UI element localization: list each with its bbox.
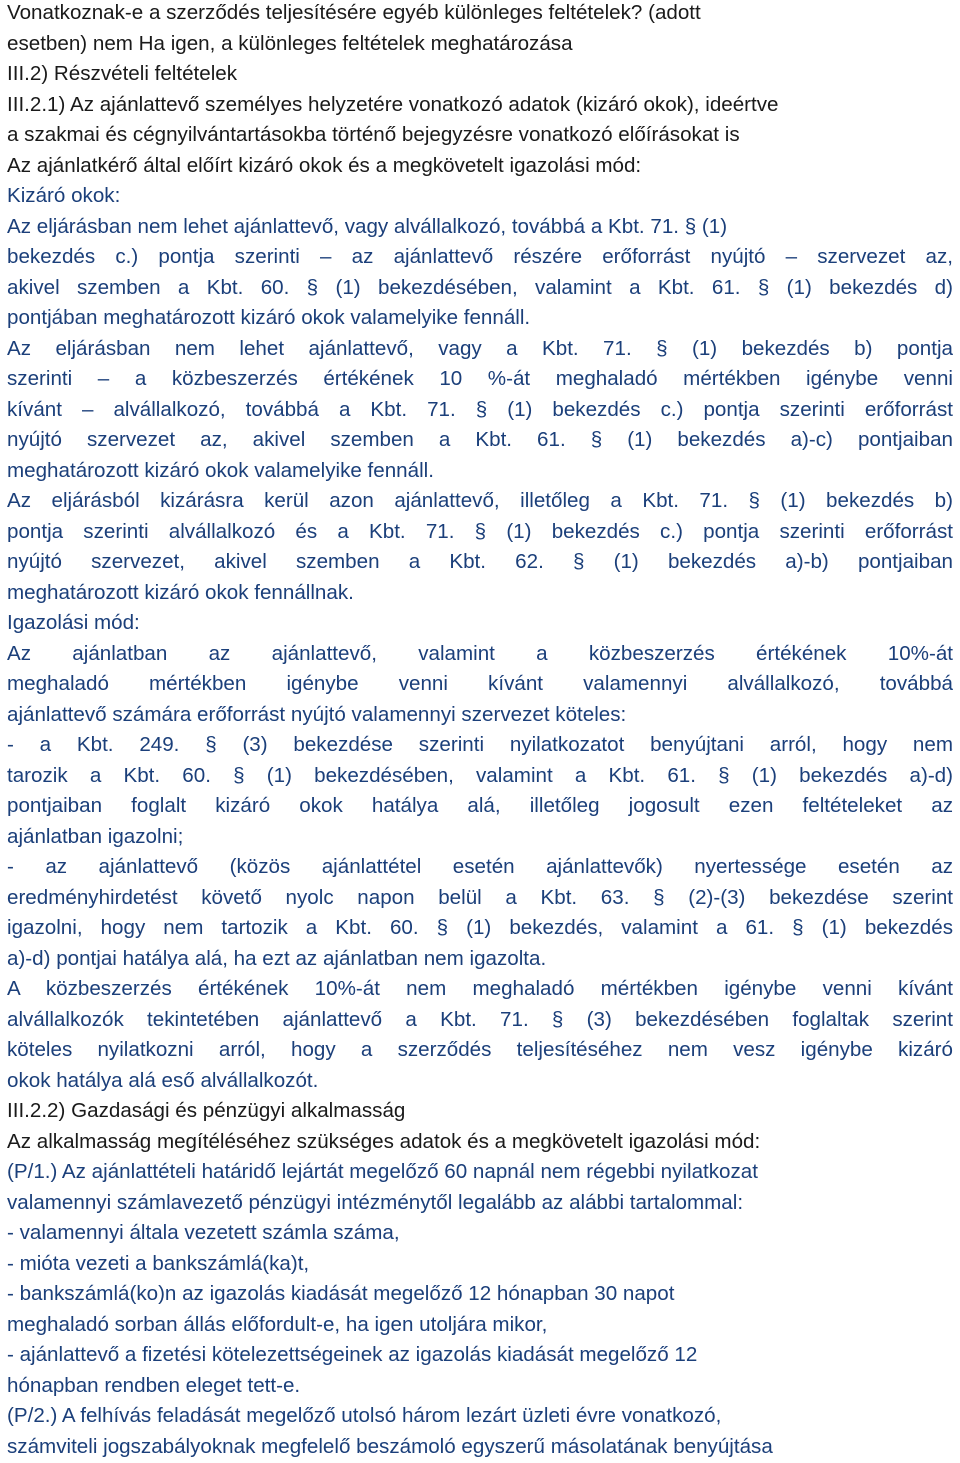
doc-line: A közbeszerzés értékének 10%-át nem meghaladó mértékben igénybe venni kívánt bbox=[7, 977, 953, 1000]
section-heading: III.2.2) Gazdasági és pénzügyi alkalmasság bbox=[7, 1099, 406, 1122]
doc-line: tarozik a Kbt. 60. § (1) bekezdésében, valamint a Kbt. 61. § (1) bekezdés a)-d) bbox=[7, 763, 953, 787]
doc-line: szerinti – a közbeszerzés értékének 10 %-át meghaladó mértékben igénybe venni bbox=[7, 367, 953, 390]
doc-line: Az eljárásban nem lehet ajánlattevő, vagy alvállalkozó, továbbá a Kbt. 71. § (1) bbox=[7, 214, 728, 238]
doc-line: bekezdés c.) pontja szerinti – az ajánlattevő részére erőforrást nyújtó – szervezet az, bbox=[7, 245, 953, 268]
doc-line: Vonatkoznak-e a szerződés teljesítésére egyéb különleges feltételek? (adott bbox=[7, 1, 701, 24]
doc-line: - bankszámlá(ko)n az igazolás kiadását megelőző 12 hónapban 30 napot bbox=[7, 1282, 675, 1305]
document-page bbox=[7, 0, 953, 1462]
doc-line: okok hatálya alá eső alvállalkozót. bbox=[7, 1068, 319, 1092]
section-heading: III.2.1) Az ajánlattevő személyes helyzetére vonatkozó adatok (kizáró okok), ideértve bbox=[7, 92, 779, 116]
doc-line: Az eljárásban nem lehet ajánlattevő, vagy a Kbt. 71. § (1) bekezdés b) pontja bbox=[7, 336, 953, 360]
doc-line: Kizáró okok: bbox=[7, 184, 121, 207]
doc-line: ajánlatban igazolni; bbox=[7, 824, 184, 848]
doc-line: esetben) nem Ha igen, a különleges feltételek meghatározása bbox=[7, 31, 573, 55]
doc-line: pontja szerinti alvállalkozó és a Kbt. 71. § (1) bekezdés c.) pontja szerinti erőforrást bbox=[7, 519, 953, 543]
doc-line: meghatározott kizáró okok fennállnak. bbox=[7, 580, 354, 604]
doc-line: köteles nyilatkozni arról, hogy a szerződés teljesítéséhez nem vesz igénybe kizáró bbox=[7, 1038, 953, 1061]
doc-line: pontjában meghatározott kizáró okok valamelyike fennáll. bbox=[7, 306, 531, 329]
doc-line: Igazolási mód: bbox=[7, 611, 140, 634]
doc-line: - a Kbt. 249. § (3) bekezdése szerinti nyilatkozatot benyújtani arról, hogy nem bbox=[7, 733, 953, 756]
doc-line: - az ajánlattevő (közös ajánlattétel esetén ajánlattevők) nyertessége esetén az bbox=[7, 855, 953, 878]
doc-line: számviteli jogszabályoknak megfelelő beszámoló egyszerű másolatának benyújtása bbox=[7, 1434, 773, 1458]
doc-line: nyújtó szervezet, akivel szemben a Kbt. 62. § (1) bekezdés a)-b) pontjaiban bbox=[7, 550, 953, 573]
doc-line: alvállalkozók tekintetében ajánlattevő a Kbt. 71. § (3) bekezdésében foglaltak szerint bbox=[7, 1007, 953, 1031]
doc-line: meghaladó sorban állás előfordult-e, ha igen utoljára mikor, bbox=[7, 1312, 548, 1336]
doc-line: meghatározott kizáró okok valamelyike fennáll. bbox=[7, 458, 434, 482]
doc-line: (P/2.) A felhívás feladását megelőző utolsó három lezárt üzleti évre vonatkozó, bbox=[7, 1404, 722, 1427]
doc-line: Az alkalmasság megítéléséhez szükséges adatok és a megkövetelt igazolási mód: bbox=[7, 1129, 761, 1153]
doc-line: Az ajánlatkérő által előírt kizáró okok és a megkövetelt igazolási mód: bbox=[7, 153, 642, 177]
doc-line: meghaladó mértékben igénybe venni kívánt valamennyi alvállalkozó, továbbá bbox=[7, 672, 953, 695]
doc-line: kívánt – alvállalkozó, továbbá a Kbt. 71. § (1) bekezdés c.) pontja szerinti erőforrást bbox=[7, 397, 953, 421]
doc-line: akivel szemben a Kbt. 60. § (1) bekezdésében, valamint a Kbt. 61. § (1) bekezdés d) bbox=[7, 275, 953, 299]
doc-line: Az ajánlatban az ajánlattevő, valamint a közbeszerzés értékének 10%-át bbox=[7, 641, 953, 665]
doc-line: - mióta vezeti a bankszámlá(ka)t, bbox=[7, 1251, 310, 1275]
section-heading: III.2) Részvételi feltételek bbox=[7, 62, 238, 85]
doc-line: - valamennyi általa vezetett számla száma, bbox=[7, 1221, 400, 1244]
doc-line: pontjaiban foglalt kizáró okok hatálya alá, illetőleg jogosult ezen feltételeket az bbox=[7, 794, 953, 817]
doc-line: eredményhirdetést követő nyolc napon belül a Kbt. 63. § (2)-(3) bekezdése szerint bbox=[7, 885, 953, 909]
doc-line: valamennyi számlavezető pénzügyi intézménytől legalább az alábbi tartalommal: bbox=[7, 1190, 744, 1214]
doc-line: - ajánlattevő a fizetési kötelezettségeinek az igazolás kiadását megelőző 12 bbox=[7, 1343, 698, 1366]
doc-line: a)-d) pontjai hatálya alá, ha ezt az ajánlatban nem igazolta. bbox=[7, 946, 547, 970]
doc-line: hónapban rendben eleget tett-e. bbox=[7, 1373, 301, 1397]
doc-line: nyújtó szervezet az, akivel szemben a Kbt. 61. § (1) bekezdés a)-c) pontjaiban bbox=[7, 428, 953, 451]
doc-line: (P/1.) Az ajánlattételi határidő lejártát megelőző 60 napnál nem régebbi nyilatkozat bbox=[7, 1160, 758, 1183]
doc-line: a szakmai és cégnyilvántartásokba történő bejegyzésre vonatkozó előírásokat is bbox=[7, 123, 740, 146]
doc-line: ajánlattevő számára erőforrást nyújtó valamennyi szervezet köteles: bbox=[7, 702, 627, 726]
doc-line: Az eljárásból kizárásra kerül azon ajánlattevő, illetőleg a Kbt. 71. § (1) bekezdés b) bbox=[7, 489, 953, 512]
doc-line: igazolni, hogy nem tartozik a Kbt. 60. § (1) bekezdés, valamint a 61. § (1) bekezdés bbox=[7, 916, 953, 939]
